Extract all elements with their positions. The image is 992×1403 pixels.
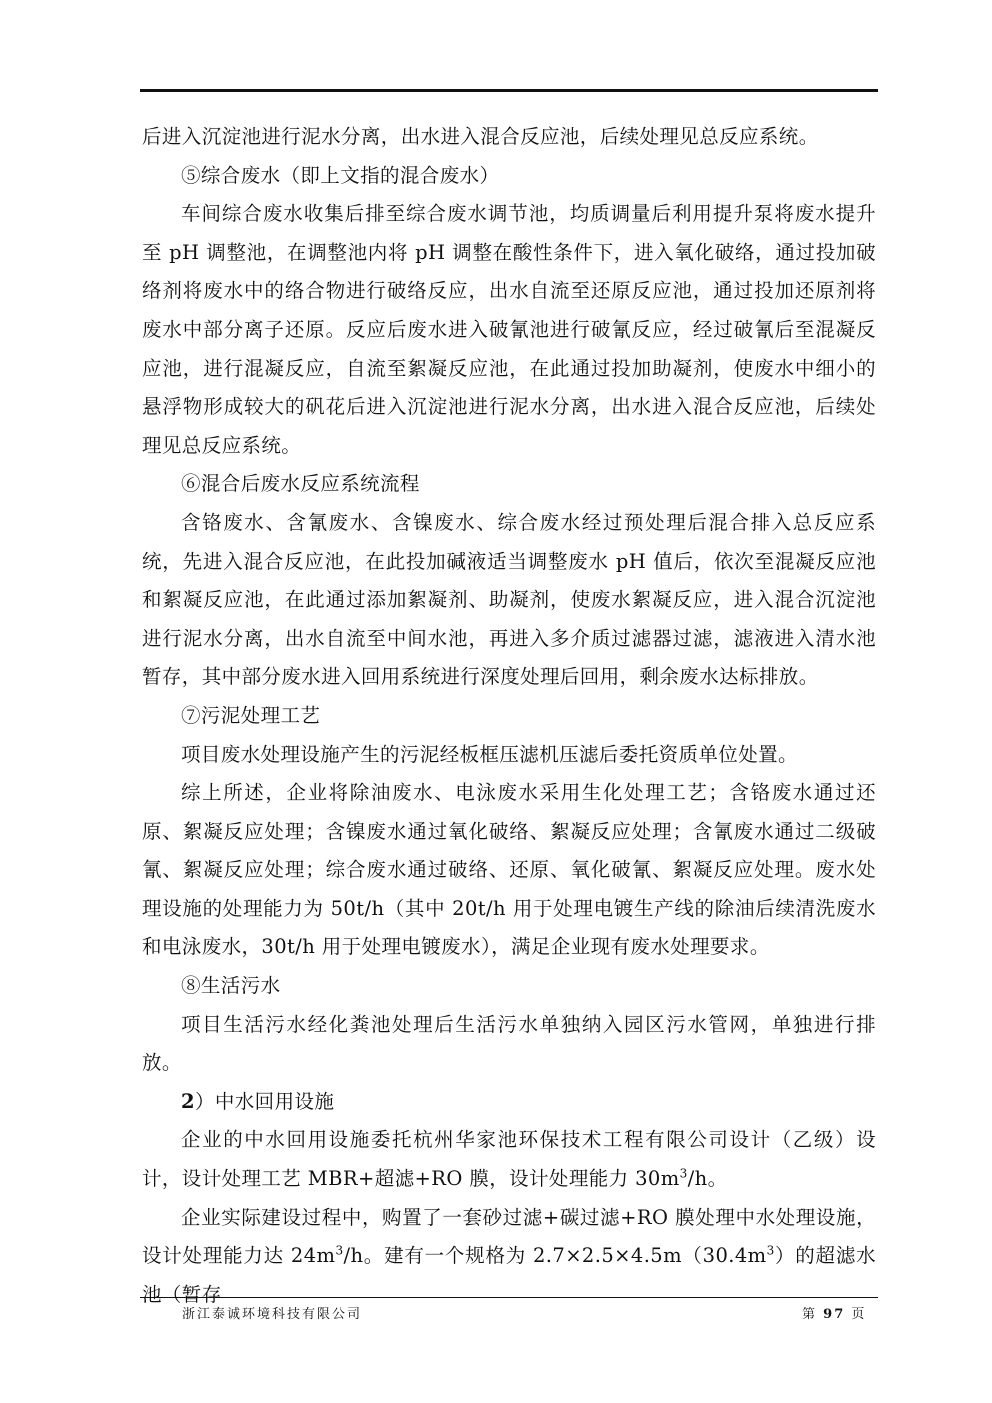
footer-rule <box>140 1297 878 1298</box>
paragraph: 项目废水处理设施产生的污泥经板框压滤机压滤后委托资质单位处置。 <box>181 742 798 766</box>
superscript: 3 <box>766 1243 775 1258</box>
paragraph: 含铬废水、含氰废水、含镍废水、综合废水经过预处理后混合排入总反应系统，先进入混合反应池，在此投加碱液适当调整废水 pH 值后，依次至混凝反应池和絮凝反应池，在此通过添加絮凝剂、助凝剂，使废水絮凝反应，进入混合沉淀池进行泥水分离，出水自流至中间水池，再进入多介质过滤器过滤，滤液进入清水池暂存，其中部分废水进入回用系统进行深度处理后回用，剩余废水达标排放。 <box>142 510 876 689</box>
footer-company: 浙江泰诚环境科技有限公司 <box>182 1307 363 1322</box>
superscript: 3 <box>335 1243 344 1258</box>
text-run: /h。 <box>687 1167 728 1191</box>
superscript: 3 <box>679 1166 688 1181</box>
text-run: 企业的中水回用设施委托杭州华家池环保技术工程有限公司设计（乙级）设计，设计处理工艺 MBR+超滤+RO 膜，设计处理能力 30m <box>142 1128 876 1191</box>
body-text <box>142 118 876 1314</box>
footer-page-number <box>802 1303 866 1322</box>
section-heading-reclaimed-water <box>142 1083 876 1122</box>
section-number: 2 <box>181 1089 195 1113</box>
paragraph-summary: 综上所述，企业将除油废水、电泳废水采用生化处理工艺；含铬废水通过还原、絮凝反应处理；含镍废水通过氧化破络、絮凝反应处理；含氰废水通过二级破氰、絮凝反应处理；综合废水通过破络、还原、氧化破氰、絮凝反应处理。废水处理设施的处理能力为 50t/h（其中 20t/h 用于处理电镀生产线的除油后续清洗废水和电泳废水，30t/h 用于处理电镀废水），满足企业现有废水处理要求。 <box>142 781 876 959</box>
subheading-sludge: ⑦污泥处理工艺 <box>181 703 321 727</box>
text-run: ）的超滤水池（暂存 <box>142 1244 876 1306</box>
text-run: /h。建有一个规格为 2.7×2.5×4.5m（30.4m <box>343 1244 767 1268</box>
paragraph-design <box>142 1121 876 1198</box>
paragraph: 项目生活污水经化粪池处理后生活污水单独纳入园区污水管网，单独进行排放。 <box>142 1012 876 1075</box>
subheading-domestic-sewage: ⑧生活污水 <box>181 974 281 998</box>
subheading-reaction-flow: ⑥混合后废水反应系统流程 <box>181 472 420 496</box>
page-prefix: 第 <box>802 1307 818 1322</box>
paragraph: 车间综合废水收集后排至综合废水调节池，均质调量后利用提升泵将废水提升至 pH 调整池，在调整池内将 pH 调整在酸性条件下，进入氧化破络，通过投加破络剂将废水中的络合物进行破络反应，出水自流至还原反应池，通过投加还原剂将废水中部分离子还原。反应后废水进入破氰池进行破氰反应，经过破氰后至混凝反应池，进行混凝反应，自流至絮凝反应池，在此通过投加助凝剂，使废水中细小的悬浮物形成较大的矾花后进入沉淀池进行泥水分离，出水进入混合反应池，后续处理见总反应系统。 <box>142 202 876 457</box>
page-suffix: 页 <box>851 1307 867 1322</box>
text-run: 企业实际建设过程中，购置了一套砂过滤+碳过滤+RO 膜处理中水处理设施，设计处理能力达 24m <box>142 1205 876 1268</box>
subheading-mixed-wastewater: ⑤综合废水（即上文指的混合废水） <box>181 163 500 187</box>
page-number: 97 <box>823 1307 846 1322</box>
section-title: ）中水回用设施 <box>194 1089 335 1113</box>
paragraph: 后进入沉淀池进行泥水分离，出水进入混合反应池，后续处理见总反应系统。 <box>142 125 819 148</box>
header-rule <box>140 89 878 92</box>
